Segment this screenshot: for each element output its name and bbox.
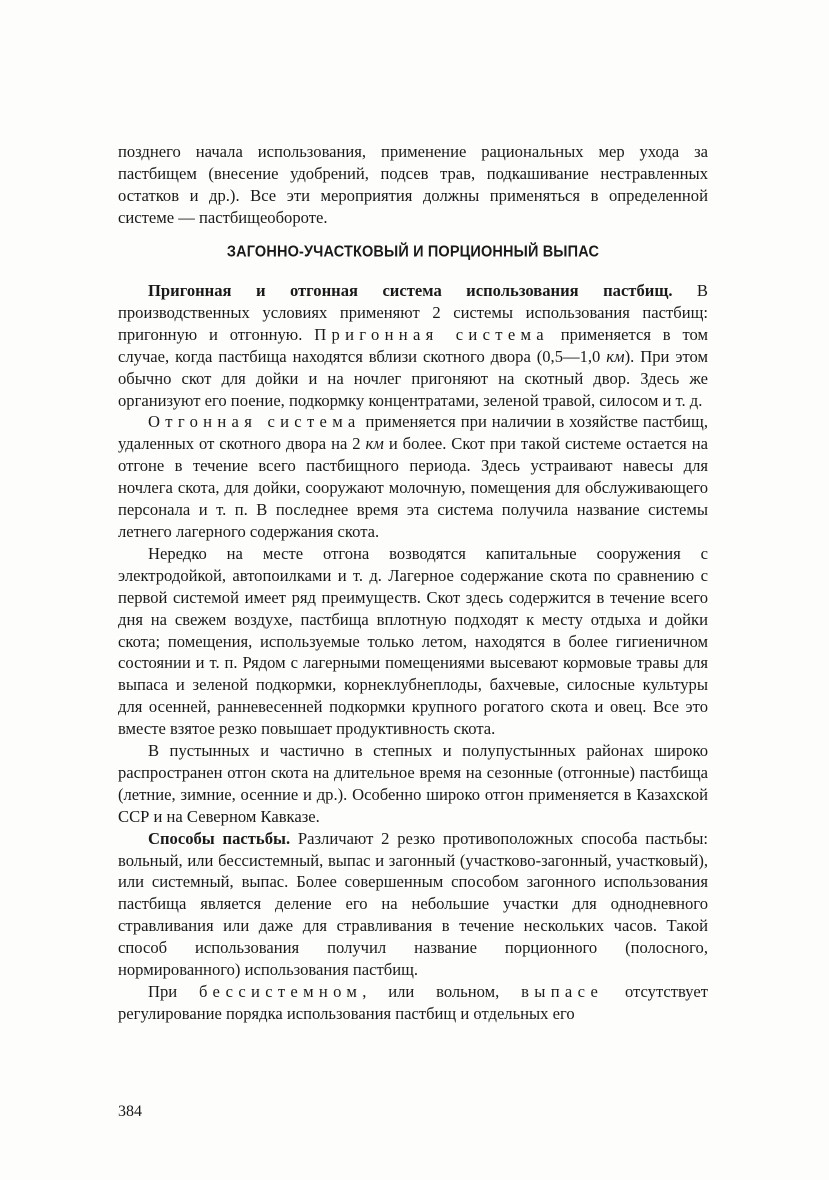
unit-text: км [606,346,625,366]
paragraph-lead-title: Пригонная и отгонная система использования пастбищ. [148,281,673,300]
spaced-term: выпасе [521,982,604,1001]
paragraph-lead-title: Способы пастьбы. [148,828,291,848]
paragraph-grazing-methods [118,828,708,981]
paragraph-text: применяется в том случае, когда пастбища находятся вблизи скотного двора (0,5—1,0 [118,324,708,366]
paragraph-text: , или вольном, [362,982,522,1001]
paragraph-text: Различают 2 резко противоположных способа пастьбы: вольный, или бессистемный, выпас и загонный (участково-загонный, участковый), или системный, выпас. Более совершенным способом загонного использования пастбища является деление его на небольшие участки для однодневного стравливания или даже для стравливания в течение нескольких часов. Такой способ использования получил название порционного (полосного, нормированного) использования пастбищ. [118,828,708,980]
paragraph-text: ). При этом обычно скот для дойки и на ночлег пригоняют на скотный двор. Здесь же организуют его поение, подкормку концентратами, зеленой травой, силосом и т. д. [118,346,708,410]
page-number: 384 [118,1103,142,1120]
intro-paragraph: позднего начала использования, применение рациональных мер ухода за пастбищем (внесение удобрений, подсев трав, подкашивание нестравленных остатков и др.). Все эти мероприятия должны применяться в определенной системе — пастбищеобороте. [118,142,708,227]
paragraph-distant-system [118,411,708,542]
paragraph-grazing-systems [118,280,708,411]
paragraph-text: отсутствует регулирование порядка использования пастбищ и отдельных его [118,982,708,1023]
paragraph-camp-housing: Нередко на месте отгона возводятся капитальные сооружения с электродойкой, автопоилками и т. д. Лагерное содержание скота по сравнению с первой системой имеет ряд преимуществ. Скот здесь содержится в течение всего дня на свежем воздухе, пастбища вплотную подходят к месту отдыха и дойки скота; помещения, используемые только летом, находятся в более гигиеничном состоянии и т. п. Рядом с лагерными помещениями высевают кормовые травы для выпаса и зеленой подкормки, корнеклубнеплоды, бахчевые, силосные культуры для осенней, ранневесенней подкормки крупного рогатого скота и овец. Все это вместе взятое резко повышает продуктивность скота. [118,543,708,739]
paragraph-text: В производственных условиях применяют 2 системы использования пастбищ: пригонную и отгонную. [118,281,708,344]
paragraph-free-grazing [118,981,708,1025]
spaced-term: Пригонная система [314,324,549,344]
paragraph-text: применяется при наличии в хозяйстве пастбищ, удаленных от скотного двора на 2 [118,412,708,454]
paragraph-desert-regions: В пустынных и частично в степных и полупустынных районах широко распространен отгон скота на длительное время на сезонные (отгонные) пастбища (летние, зимние, осенние и др.). Особенно широко отгон применяется в Казахской ССР и на Северном Кавказе. [118,741,708,826]
intro-paragraph-block [118,141,708,229]
unit-text: км [365,434,384,454]
spaced-term: бессистемном [199,982,363,1001]
paragraph-text: и более. Скот при такой системе остается на отгоне в течение всего пастбищного периода. Здесь устраивают навесы для ночлега скота, для дойки, сооружают молочную, помещения для обслуживающего персонала и т. п. В последнее время эта система получила название системы летнего лагерного содержания скота. [118,434,708,541]
paragraph-text: При [148,982,200,1001]
section-heading: ЗАГОННО-УЧАСТКОВЫЙ И ПОРЦИОННЫЙ ВЫПАС [226,243,600,261]
main-text-block [118,280,708,1025]
spaced-term: Отгонная система [148,412,361,432]
